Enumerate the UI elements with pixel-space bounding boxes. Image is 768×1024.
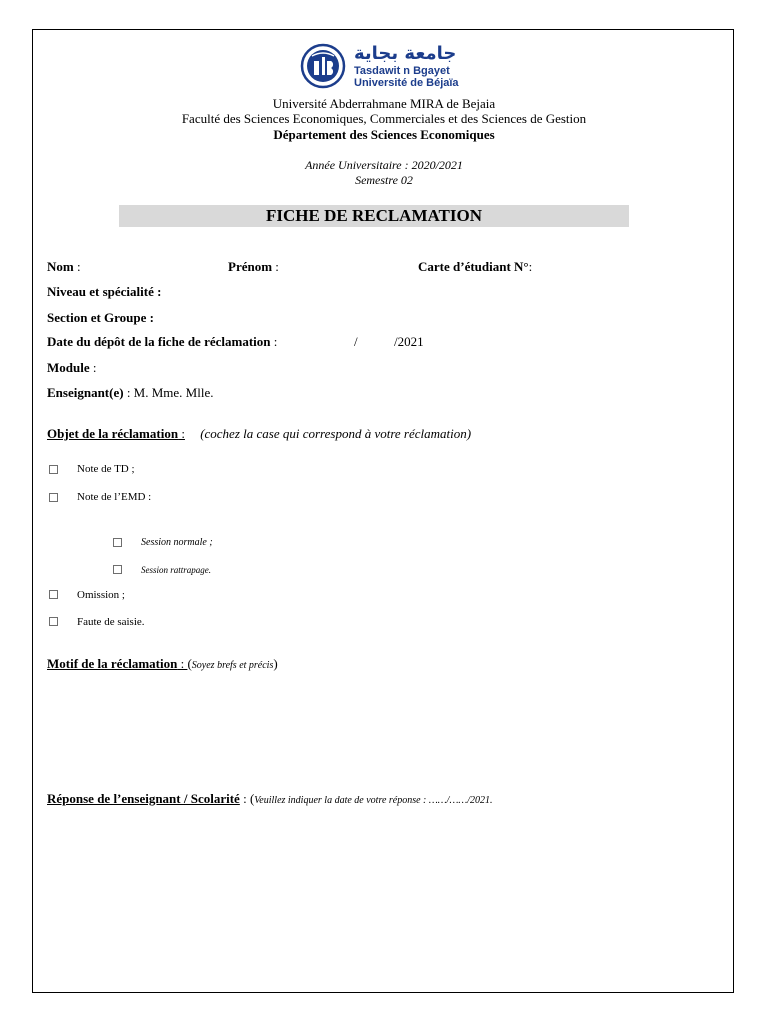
checkbox-session-normale[interactable] bbox=[113, 538, 122, 547]
motif-label: Motif de la réclamation bbox=[47, 656, 178, 671]
checkbox-note-td[interactable] bbox=[49, 465, 58, 474]
objet-heading bbox=[47, 426, 471, 442]
date-year: /2021 bbox=[394, 334, 424, 349]
prenom-label: Prénom bbox=[228, 259, 273, 274]
logo-line-2: Université de Béjaïa bbox=[354, 77, 459, 89]
academic-year: Année Universitaire : 2020/2021 bbox=[305, 158, 463, 172]
motif-hint: Soyez brefs et précis bbox=[191, 660, 274, 671]
enseignant-value: : M. Mme. Mlle. bbox=[123, 385, 214, 400]
objet-label: Objet de la réclamation bbox=[47, 426, 179, 441]
module-label: Module bbox=[47, 360, 90, 375]
reponse-paren-open: ( bbox=[249, 791, 255, 806]
checkbox-omission[interactable] bbox=[49, 590, 58, 599]
semester: Semestre 02 bbox=[355, 173, 413, 187]
logo-line-1: Tasdawit n Bgayet bbox=[354, 65, 450, 77]
motif-sep: : bbox=[177, 656, 188, 671]
module-field[interactable] bbox=[47, 360, 97, 376]
option-note-emd: Note de l’EMD : bbox=[77, 491, 152, 503]
university-logo bbox=[300, 43, 470, 89]
option-faute-saisie: Faute de saisie. bbox=[77, 616, 145, 628]
nom-label: Nom bbox=[47, 259, 74, 274]
option-note-td: Note de TD ; bbox=[77, 463, 135, 475]
nom-field[interactable] bbox=[47, 259, 81, 275]
checkbox-session-rattrapage[interactable] bbox=[113, 565, 122, 574]
reponse-sep: : bbox=[239, 791, 250, 806]
logo-arabic-text: جامعة بجاية bbox=[354, 43, 457, 64]
form-title: FICHE DE RECLAMATION bbox=[119, 205, 629, 227]
university-emblem-icon bbox=[300, 43, 346, 89]
carte-sep: : bbox=[528, 259, 533, 274]
option-session-normale: Session normale ; bbox=[141, 537, 213, 548]
date-field[interactable] bbox=[47, 334, 277, 350]
reponse-hint: Veuillez indiquer la date de votre réponse : ……/……/2021. bbox=[254, 795, 493, 806]
checkbox-faute-saisie[interactable] bbox=[49, 617, 58, 626]
prenom-field[interactable] bbox=[228, 259, 279, 275]
motif-text-area[interactable] bbox=[47, 680, 707, 780]
niveau-field[interactable]: Niveau et spécialité : bbox=[47, 284, 162, 299]
motif-paren-open: ( bbox=[187, 656, 192, 671]
checkbox-note-emd[interactable] bbox=[49, 493, 58, 502]
option-omission: Omission ; bbox=[77, 589, 125, 601]
option-session-rattrapage: Session rattrapage. bbox=[141, 565, 212, 575]
university-name: Université Abderrahmane MIRA de Bejaia bbox=[272, 96, 496, 111]
objet-hint: (cochez la case qui correspond à votre réclamation) bbox=[200, 426, 472, 441]
enseignant-field[interactable] bbox=[47, 385, 213, 401]
nom-sep: : bbox=[73, 259, 81, 274]
objet-sep: : bbox=[178, 426, 185, 441]
date-slash: / bbox=[354, 334, 358, 349]
prenom-sep: : bbox=[272, 259, 279, 274]
reponse-label: Réponse de l’enseignant / Scolarité bbox=[47, 791, 240, 806]
reponse-heading bbox=[47, 791, 493, 807]
reponse-text-area[interactable] bbox=[47, 815, 707, 975]
date-label: Date du dépôt de la fiche de réclamation bbox=[47, 334, 271, 349]
module-sep: : bbox=[89, 360, 97, 375]
motif-paren-close: ) bbox=[273, 656, 278, 671]
motif-heading bbox=[47, 656, 278, 672]
section-field[interactable]: Section et Groupe : bbox=[47, 310, 154, 325]
enseignant-label: Enseignant(e) bbox=[47, 385, 124, 400]
carte-label: Carte d’étudiant N° bbox=[418, 259, 529, 274]
date-sep: : bbox=[270, 334, 278, 349]
carte-field[interactable] bbox=[418, 259, 532, 275]
department-name: Département des Sciences Economiques bbox=[273, 127, 495, 142]
faculty-name: Faculté des Sciences Economiques, Commerciales et des Sciences de Gestion bbox=[181, 111, 587, 126]
